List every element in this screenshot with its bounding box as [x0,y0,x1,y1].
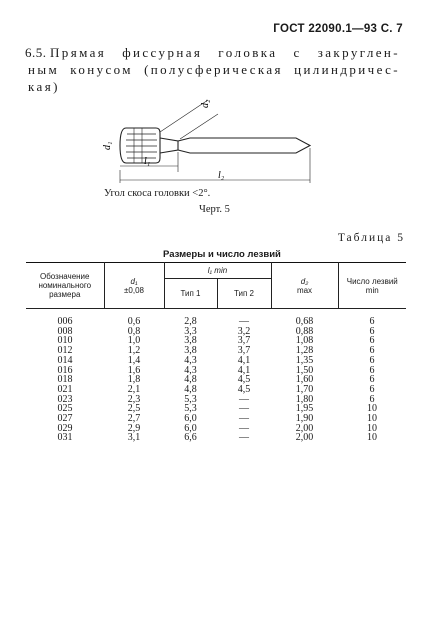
col-designation: Обозначение номинального размера [26,263,104,309]
cell-d1: 1,2 [127,345,141,357]
cell-designation: 008 [57,325,73,337]
dimension-lines [120,100,310,183]
col-l1-min: l₁ min [164,263,271,279]
label-l2: l₂ [218,170,225,181]
col-type1: Тип 1 [164,279,217,309]
cell-d2: 0,68 [295,316,314,327]
cell-type2: 4,5 [237,374,251,386]
cell-blades: 6 [369,325,375,337]
table-row [26,336,406,346]
table-body [26,309,406,444]
flutes [126,134,157,158]
cell-d1: 0,6 [127,316,141,327]
cell-designation: 006 [57,316,73,327]
table-row [26,385,406,395]
cell-d2: 1,28 [295,345,314,357]
cell-d1: 1,8 [127,374,141,386]
cell-d2: 1,80 [295,393,314,405]
cell-type1: 4,3 [184,354,197,366]
cell-d2: 0,88 [295,325,314,337]
cell-blades: 6 [369,364,375,376]
cell-type1: 5,3 [184,393,197,405]
cell-designation: 031 [57,432,73,444]
table-row [26,424,406,434]
table-row [26,433,406,443]
table-row [26,356,406,366]
section-line-1: 6.5. Прямая фиссурная головка с закруглен- [25,45,400,60]
cell-blades: 6 [369,393,375,405]
table-row [26,404,406,414]
cell-d2: 2,00 [295,432,314,444]
cell-designation: 029 [57,422,73,434]
cell-type1: 3,8 [184,335,197,347]
cell-designation: 010 [57,335,73,347]
cell-d1: 2,7 [127,413,141,425]
cell-d2: 2,00 [295,422,314,434]
cell-designation: 016 [57,364,73,376]
cell-type1: 4,8 [184,383,197,395]
cell-d2: 1,90 [295,413,314,425]
cell-type2: 3,7 [237,335,251,347]
cell-blades: 6 [369,316,375,327]
cell-type2: 3,2 [237,325,251,337]
cell-type1: 4,3 [184,364,197,376]
page-header: ГОСТ 22090.1—93 С. 7 [273,23,403,35]
cell-type2: 3,7 [237,345,251,357]
table-row [26,366,406,376]
cell-designation: 023 [57,393,73,405]
cell-d1: 2,9 [127,422,141,434]
cell-d1: 2,1 [127,383,141,395]
table-row [26,414,406,424]
section-paragraph [25,44,400,95]
table-row [26,327,406,337]
cell-blades: 6 [369,354,375,366]
cell-type2: — [239,403,249,415]
cell-designation: 018 [57,374,73,386]
cell-d1: 2,3 [127,393,141,405]
col-d1: d₁ ±0,08 [104,263,164,309]
cell-d1: 1,0 [127,335,141,347]
section-line-3: кая) [28,79,60,94]
cell-d2: 1,35 [295,354,314,366]
table-row [26,395,406,405]
cell-designation: 021 [57,383,73,395]
cell-blades: 6 [369,345,375,357]
cell-type2: 4,1 [237,354,251,366]
table-row [26,309,406,327]
cell-type2: — [239,422,249,434]
cell-d1: 2,5 [127,403,141,415]
table-number: Таблица 5 [337,232,405,244]
cell-type1: 6,0 [184,422,197,434]
cell-designation: 012 [57,345,73,357]
cell-type1: 6,0 [184,413,197,425]
label-d2: d₂ [200,99,211,108]
dimensions-table [26,262,406,443]
cell-type1: 6,6 [184,432,197,444]
col-d2: d₂ max [271,263,338,309]
cell-type1: 2,8 [184,316,197,327]
cell-d2: 1,08 [295,335,314,347]
angle-note: Угол скоса головки <2°. [104,188,211,199]
section-line-2: ным конусом (полусферическая цилиндричес- [28,62,400,77]
cell-type1: 3,3 [184,325,197,337]
label-d1: d₁ [102,141,113,150]
cell-type2: 4,1 [237,364,251,376]
cell-blades: 10 [367,422,377,434]
cell-d2: 1,60 [295,374,314,386]
cell-d1: 0,8 [127,325,141,337]
cell-type2: — [239,432,249,444]
cell-type2: — [239,393,249,405]
cell-type2: — [239,413,249,425]
cell-blades: 10 [367,413,377,425]
cell-d2: 1,95 [295,403,314,415]
cell-designation: 027 [57,413,73,425]
section-number: 6.5. [25,45,47,60]
figure-caption: Черт. 5 [199,204,230,215]
cell-type1: 4,8 [184,374,197,386]
cell-type1: 3,8 [184,345,197,357]
label-l1: l₁ [144,156,151,167]
cell-d2: 1,50 [295,364,314,376]
cell-type2: — [239,316,249,327]
cell-d1: 1,4 [127,354,141,366]
cell-blades: 10 [367,403,377,415]
col-type2: Тип 2 [217,279,271,309]
cell-designation: 025 [57,403,73,415]
cell-type2: 4,5 [237,383,251,395]
col-blades: Число лезвий min [338,263,406,309]
cell-d2: 1,70 [295,383,314,395]
table-row [26,375,406,385]
cell-type1: 5,3 [184,403,197,415]
cell-d1: 1,6 [127,364,141,376]
cell-blades: 6 [369,383,375,395]
cell-designation: 014 [57,354,73,366]
cell-blades: 10 [367,432,377,444]
cell-d1: 3,1 [127,432,141,444]
drill-drawing [100,92,340,186]
cell-blades: 6 [369,335,375,347]
table-title: Размеры и число лезвий [163,249,281,260]
table-row [26,346,406,356]
cell-blades: 6 [369,374,375,386]
